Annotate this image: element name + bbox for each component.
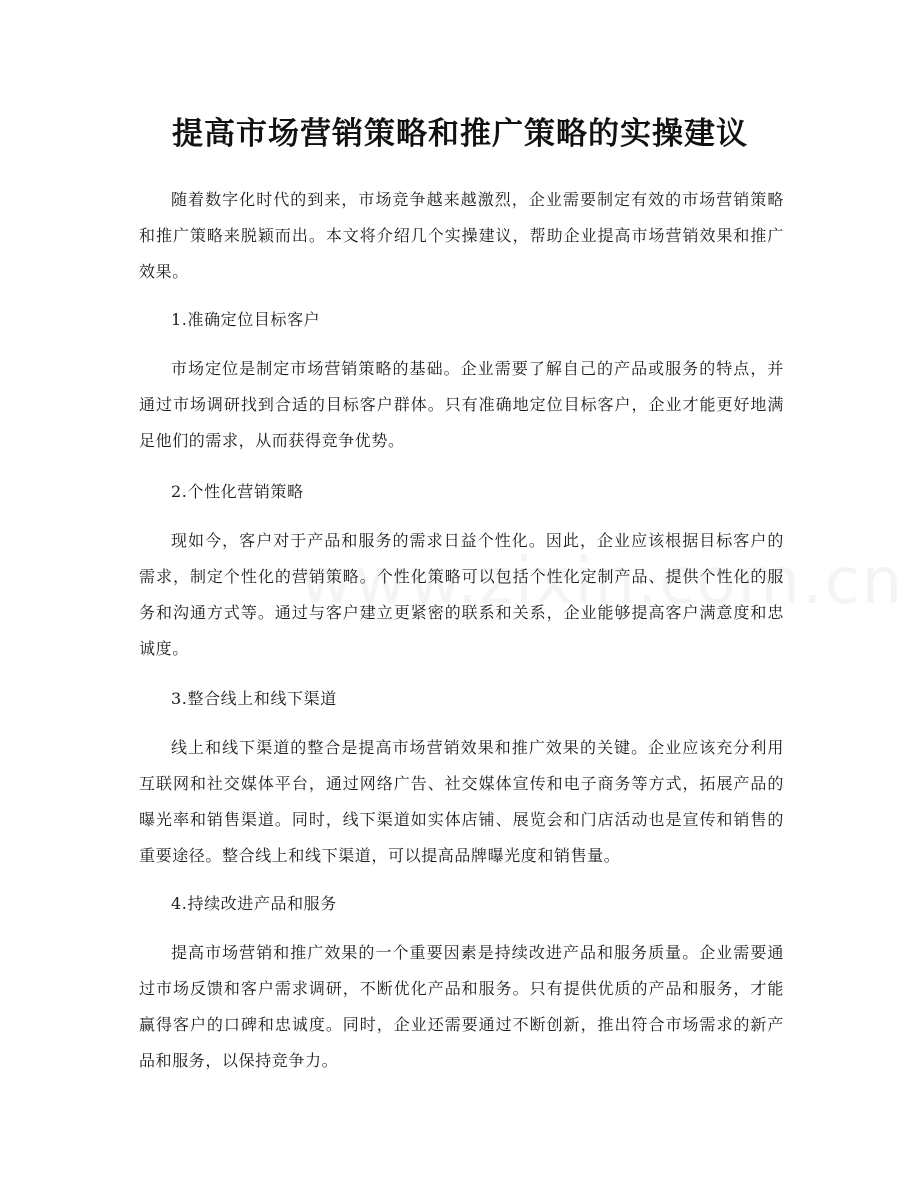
section-body-3: 线上和线下渠道的整合是提高市场营销效果和推广效果的关键。企业应该充分利用互联网和社交媒体平台，通过网络广告、社交媒体宣传和电子商务等方式，拓展产品的曝光率和销售渠道。同时，线下渠道如实体店铺、展览会和门店活动也是宣传和销售的重要途径。整合线上和线下渠道，可以提高品牌曝光度和销售量。 <box>139 738 784 865</box>
section-heading-4: 4.持续改进产品和服务 <box>171 894 337 913</box>
section-body-1: 市场定位是制定市场营销策略的基础。企业需要了解自己的产品或服务的特点，并通过市场调研找到合适的目标客户群体。只有准确地定位目标客户，企业才能更好地满足他们的需求，从而获得竞争优势。 <box>139 359 784 450</box>
section-heading-2: 2.个性化营销策略 <box>171 482 304 501</box>
section-body-2: 现如今，客户对于产品和服务的需求日益个性化。因此，企业应该根据目标客户的需求，制定个性化的营销策略。个性化策略可以包括个性化定制产品、提供个性化的服务和沟通方式等。通过与客户建立更紧密的联系和关系，企业能够提高客户满意度和忠诚度。 <box>139 531 784 658</box>
intro-paragraph: 随着数字化时代的到来，市场竞争越来越激烈，企业需要制定有效的市场营销策略和推广策略来脱颖而出。本文将介绍几个实操建议，帮助企业提高市场营销效果和推广效果。 <box>139 190 784 281</box>
section-body-4: 提高市场营销和推广效果的一个重要因素是持续改进产品和服务质量。企业需要通过市场反馈和客户需求调研，不断优化产品和服务。只有提供优质的产品和服务，才能赢得客户的口碑和忠诚度。同时，企业还需要通过不断创新，推出符合市场需求的新产品和服务，以保持竞争力。 <box>139 943 784 1070</box>
section-heading-3: 3.整合线上和线下渠道 <box>171 689 337 708</box>
section-heading-1: 1.准确定位目标客户 <box>171 310 321 329</box>
page-title: 提高市场营销策略和推广策略的实操建议 <box>172 116 748 152</box>
